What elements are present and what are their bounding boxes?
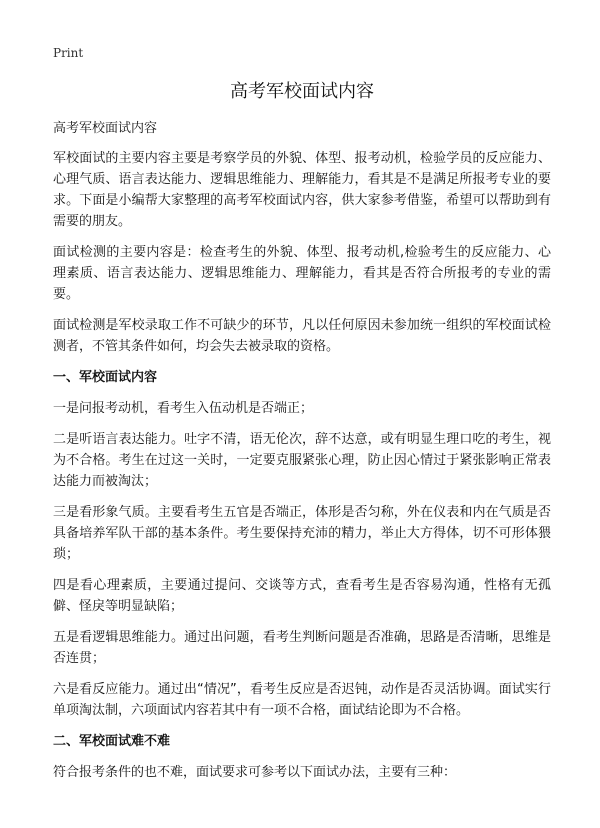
intro-paragraph: 军校面试的主要内容主要是考察学员的外貌、体型、报考动机，检验学员的反应能力、心理气质、语言表达能力、逻辑思维能力、理解能力，看其是不是满足所报考专业的要求。下面是小编帮大家整理的高考军校面试内容，供大家参考借鉴，希望可以帮助到有需要的朋友。: [53, 151, 551, 229]
intro-paragraph: 面试检测是军校录取工作不可缺少的环节，凡以任何原因未参加统一组织的军校面试检测者，不管其条件如何，均会失去被录取的资格。: [53, 318, 551, 354]
interview-item: 一是问报考动机，看考生入伍动机是否端正；: [53, 401, 314, 416]
document-body: [53, 80, 551, 793]
print-link[interactable]: Print: [53, 46, 84, 60]
interview-item: 五是看逻辑思维能力。通过出问题，看考生判断问题是否准确，思路是否清晰，思维是否连贯；: [53, 630, 551, 666]
interview-item: 三是看形象气质。主要看考生五官是否端正，体形是否匀称，外在仪表和内在气质是否具备培养军队干部的基本条件。考生要保持充沛的精力，举止大方得体，切不可形体猥琐；: [53, 505, 551, 562]
document-title: 高考军校面试内容: [230, 81, 374, 102]
section-heading-interview-content: 一、军校面试内容: [53, 370, 158, 385]
section-heading-interview-difficulty: 二、军校面试难不难: [53, 734, 171, 749]
intro-paragraph: 面试检测的主要内容是：检查考生的外貌、体型、报考动机,检验考生的反应能力、心理素质、语言表达能力、逻辑思维能力、理解能力，看其是否符合所报考的专业的需要。: [53, 245, 551, 302]
difficulty-item: 符合报考条件的也不难，面试要求可参考以下面试办法，主要有三种：: [53, 765, 457, 780]
interview-item: 四是看心理素质，主要通过提问、交谈等方式，查看考生是否容易沟通，性格有无孤僻、怪戾等明显缺陷；: [53, 578, 551, 614]
document-subtitle: 高考军校面试内容: [53, 121, 158, 136]
interview-item: 六是看反应能力。通过出“情况”，看考生反应是否迟钝，动作是否灵活协调。面试实行单项淘汰制，六项面试内容若其中有一项不合格，面试结论即为不合格。: [53, 682, 551, 718]
interview-item: 二是听语言表达能力。吐字不清，语无伦次，辞不达意，或有明显生理口吃的考生，视为不合格。考生在过这一关时，一定要克服紧张心理，防止因心情过于紧张影响正常表达能力而被淘汰；: [53, 432, 551, 489]
